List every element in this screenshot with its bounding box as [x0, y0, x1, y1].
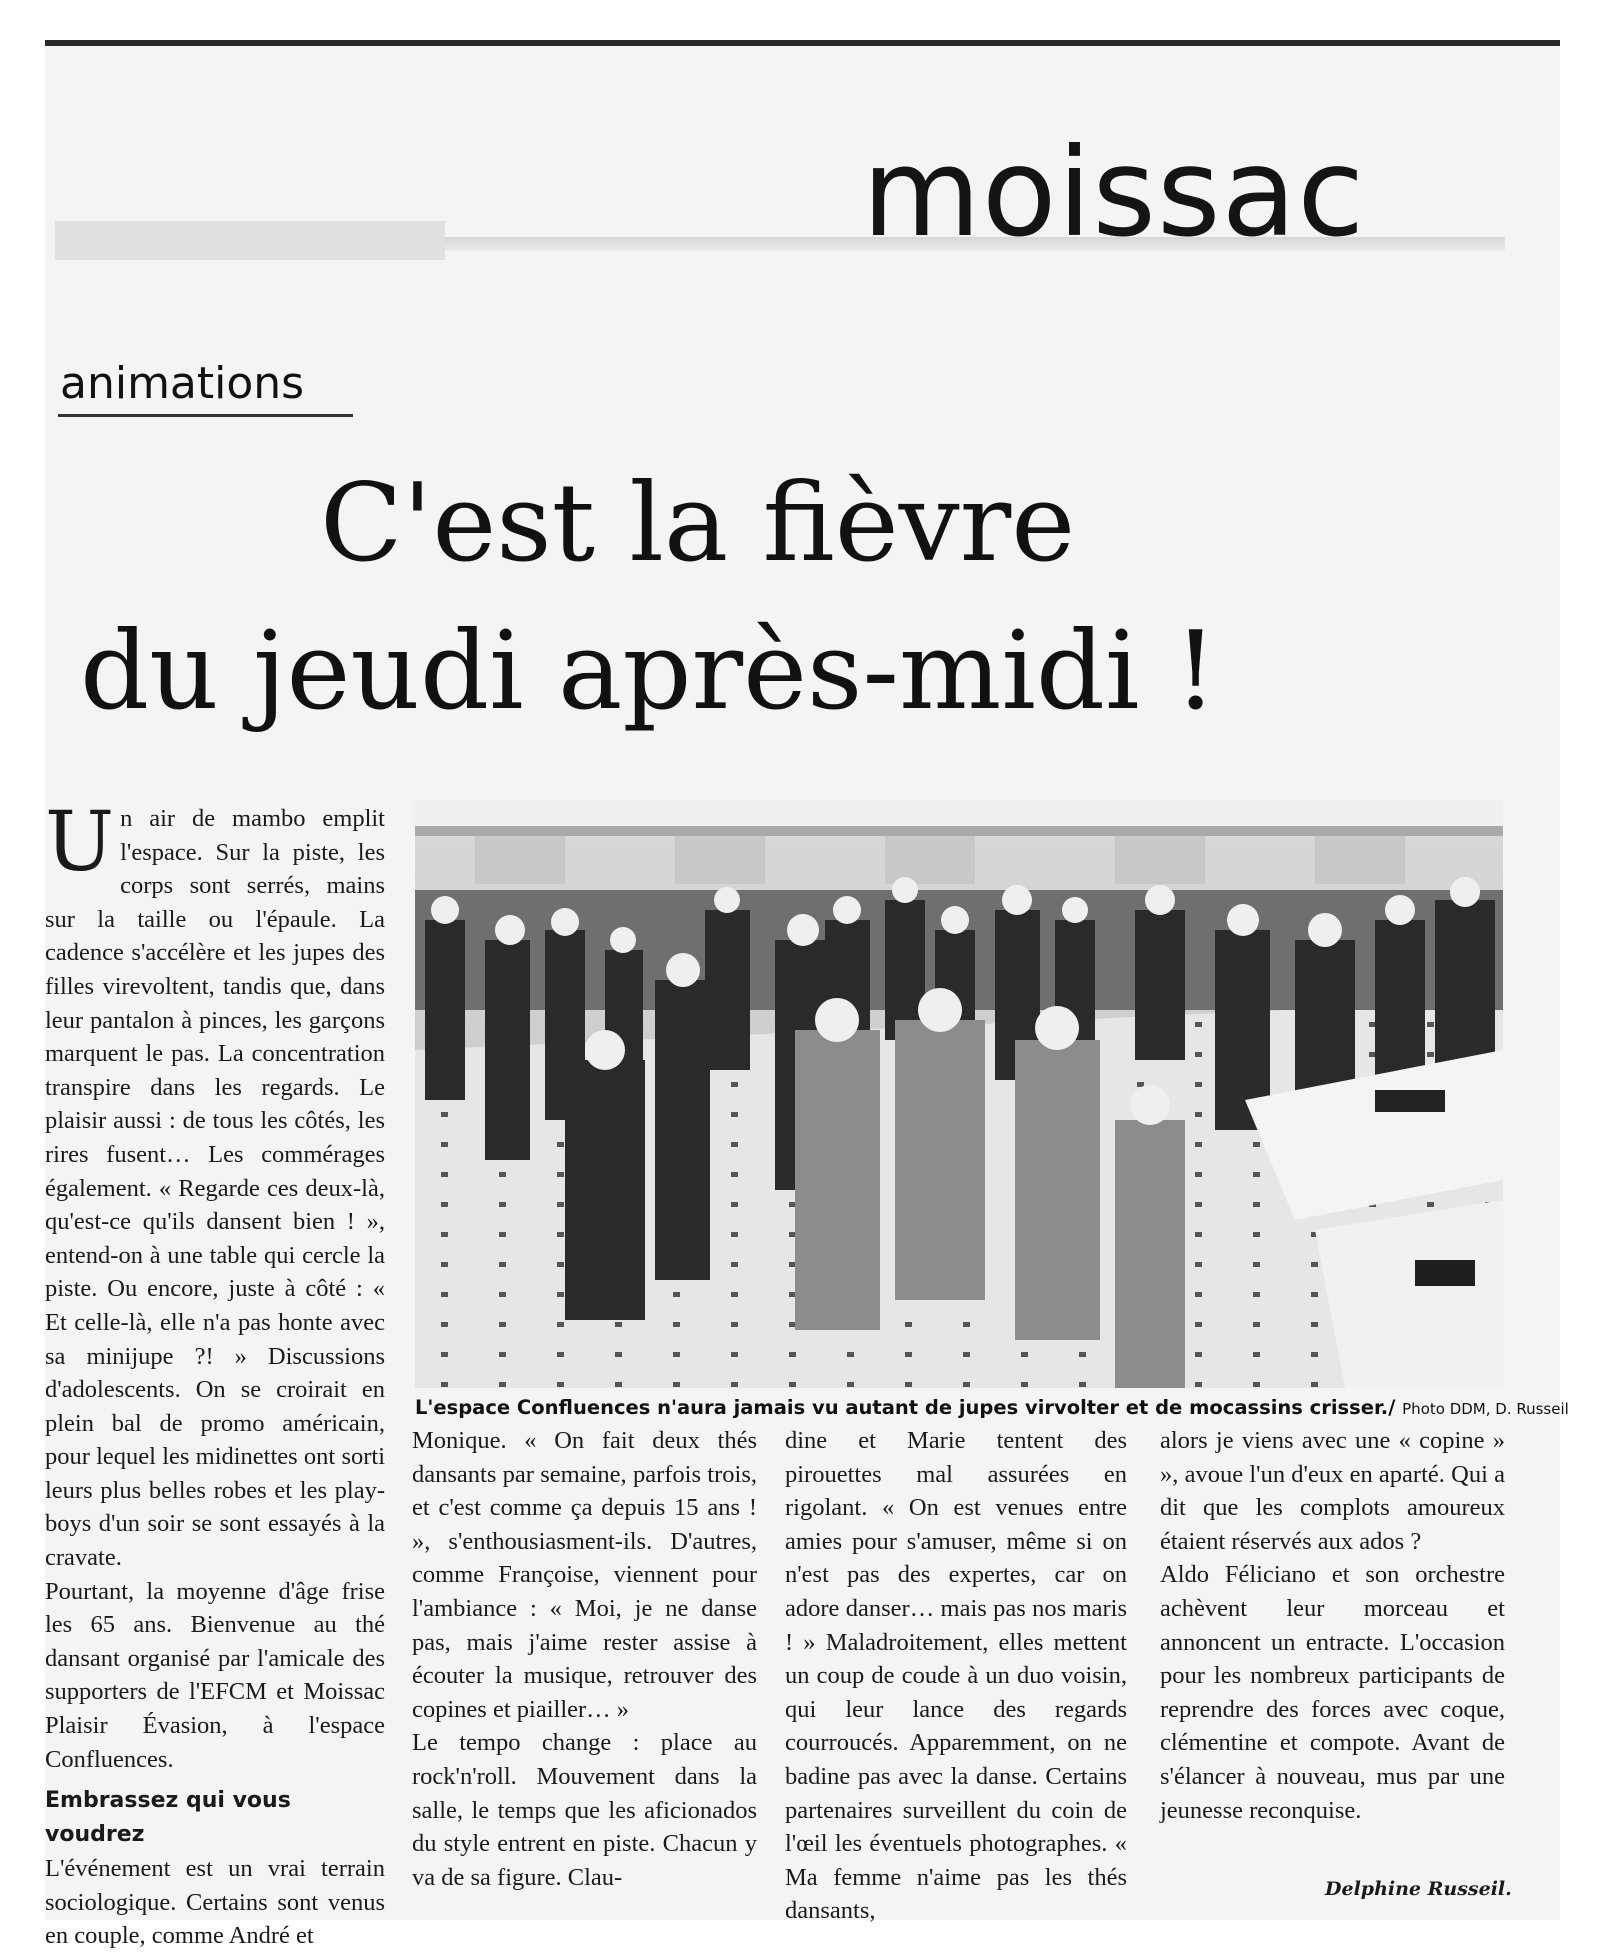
article-column-2 [412, 1424, 757, 1894]
article-paragraph: dine et Marie tentent des pirouettes mal assurées en rigolant. « On est venues entre amies pour s'amuser, même si on n'est pas des expertes, car on adore danser… mais pas nos maris ! » Maladroitement, elles mettent un coup de coude à un duo voisin, qui leur lance des regards courroucés. Apparemment, on ne badine pas avec la danse. Certains partenaires surveillent du coin de l'œil les éventuels photographes. « Ma femme n'aime pas les thés dansants, [785, 1427, 1127, 1925]
article-paragraph: Pourtant, la moyenne d'âge frise les 65 ans. Bienvenue au thé dansant organisé par l'amicale des supporters de l'EFCM et Moissac Plaisir Évasion, à l'espace Confluences. [45, 1577, 385, 1773]
article-paragraph: n air de mambo emplit l'espace. Sur la piste, les corps sont serrés, mains sur la taille ou l'épaule. La cadence s'accélère et les jupes des filles virevoltent, tandis que, dans leur pantalon à pinces, les garçons marquent le pas. La concentration transpire dans les regards. Le plaisir aussi : de tous les côtés, les rires fusent… Les commérages également. « Regarde ces deux-là, qu'est-ce qu'ils dansent bien ! », entend-on à une table qui cercle la piste. Ou encore, juste à côté : « Et celle-là, elle n'a pas honte avec sa minijupe ?! » Discussions d'adolescents. On se croirait en plein bal de promo américain, pour lequel les midinettes ont sorti leurs plus belles robes et les play-boys d'un soir se sont essayés à la cravate. [45, 805, 385, 1572]
photo-caption [415, 1396, 1569, 1419]
bleed-through-shadow: ▬▬▬ [55, 142, 445, 288]
article-column-1 [45, 795, 385, 1953]
article-column-4 [1160, 1424, 1505, 1827]
article-paragraph: Aldo Féliciano et son orchestre achèvent leur morceau et annoncent un entracte. L'occasion pour les nombreux participants de reprendre des forces avec coque, clémentine et compote. Avant de s'élancer à nouveau, mus par une jeunesse reconquise. [1160, 1561, 1505, 1824]
page-top-rule [45, 40, 1560, 46]
section-title: moissac [862, 122, 1366, 264]
article-column-3 [785, 1424, 1127, 1928]
article-paragraph: alors je viens avec une « copine » », avoue l'un d'eux en aparté. Qui a dit que les complots amoureux étaient réservés aux ados ? [1160, 1427, 1505, 1555]
kicker-label: animations [60, 358, 305, 409]
headline-line-1: C'est la fièvre [320, 461, 1076, 586]
dance-hall-photo-drawing [415, 800, 1503, 1388]
byline: Delphine Russeil. [1325, 1878, 1512, 1900]
dance-hall-photo [415, 800, 1503, 1388]
photo-caption-text: L'espace Confluences n'aura jamais vu autant de jupes virvolter et de mocassins crisser./ [415, 1396, 1396, 1419]
headline-line-2: du jeudi après-midi ! [80, 609, 1218, 734]
kicker-underline [58, 414, 353, 417]
article-paragraph: Monique. « On fait deux thés dansants par semaine, parfois trois, et c'est comme ça depuis 15 ans ! », s'enthousiasment-ils. D'autres, comme Françoise, viennent pour l'ambiance : « Moi, je ne danse pas, mais j'aime rester assise à écouter la musique, retrouver des copines et piailler… » [412, 1427, 757, 1723]
article-paragraph: L'événement est un vrai terrain sociologique. Certains sont venus en couple, comme André et [45, 1855, 385, 1950]
article-paragraph: Le tempo change : place au rock'n'roll. Mouvement dans la salle, le temps que les aficionados du style entrent en piste. Chacun y va de sa figure. Clau- [412, 1729, 757, 1891]
headline [80, 450, 1520, 746]
photo-credit: Photo DDM, D. Russeil [1402, 1400, 1569, 1418]
article-subhead: Embrassez qui vous voudrez [45, 1788, 291, 1848]
drop-cap: U [45, 795, 115, 890]
